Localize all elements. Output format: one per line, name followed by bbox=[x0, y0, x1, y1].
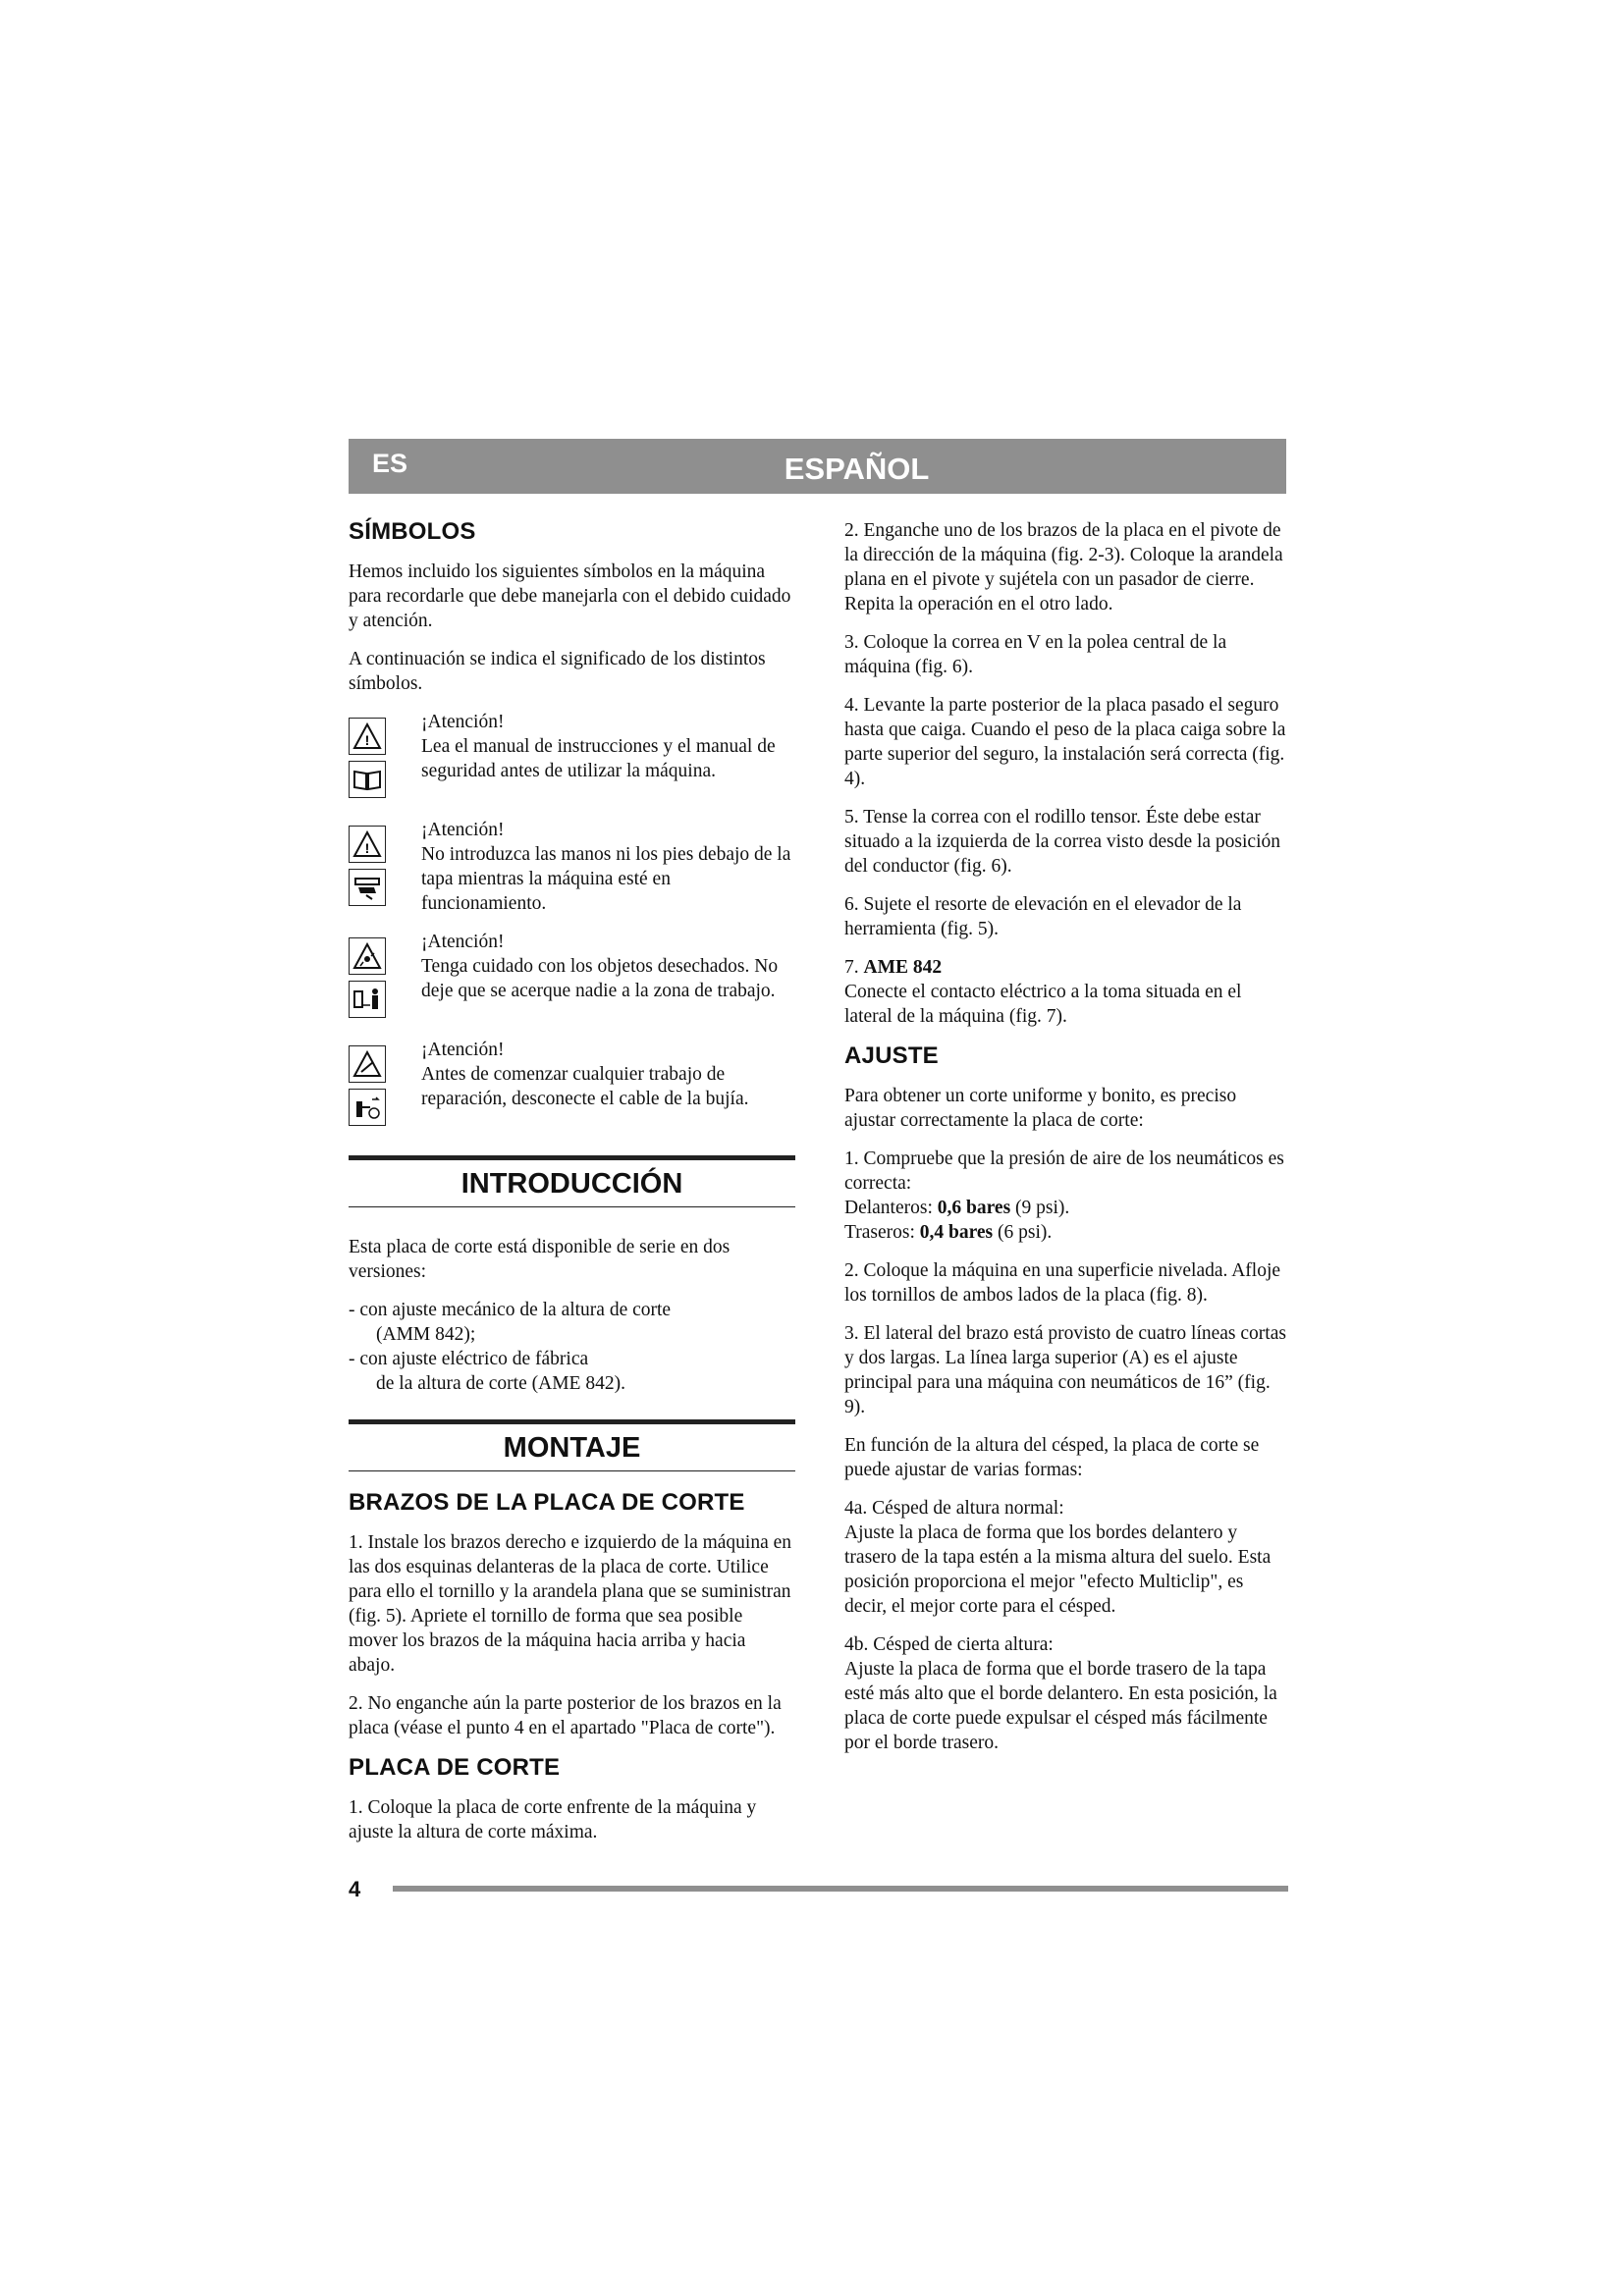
ajuste-paragraph: 1. Compruebe que la presión de aire de los neumáticos es correcta: bbox=[844, 1148, 1284, 1194]
symbol-text: No introduzca las manos ni los pies debajo de la tapa mientras la máquina esté en funcionamiento. bbox=[421, 844, 791, 914]
simbolos-intro-2: A continuación se indica el significado de los distintos símbolos. bbox=[349, 649, 766, 694]
symbol-text: Antes de comenzar cualquier trabajo de reparación, desconecte el cable de la bujía. bbox=[421, 1064, 749, 1109]
front-pressure: Delanteros: 0,6 bares (9 psi). bbox=[844, 1198, 1070, 1218]
introduccion-list-item: - con ajuste eléctrico de fábrica bbox=[349, 1349, 589, 1369]
montaje-paragraph: 1. Coloque la placa de corte enfrente de la máquina y ajuste la altura de corte máxima. bbox=[349, 1797, 757, 1842]
introduccion-list-item: - con ajuste mecánico de la altura de corte bbox=[349, 1300, 672, 1320]
placa-heading: PLACA DE CORTE bbox=[349, 1754, 561, 1781]
svg-text:!: ! bbox=[364, 840, 370, 856]
ajuste-subtitle: 4a. Césped de altura normal: bbox=[844, 1498, 1064, 1519]
montaje-paragraph: 1. Instale los brazos derecho e izquierdo de la máquina en las dos esquinas delanteras de la placa de corte. Utilice para ello el tornillo y la arandela plana que se suministran (fig. 5). Apriete el tornillo de forma que sea posible mover los brazos de la máquina hacia arriba y hacia abajo. bbox=[349, 1532, 792, 1676]
montaje-paragraph: 2. No enganche aún la parte posterior de los brazos en la placa (véase el punto 4 en el apartado "Placa de corte"). bbox=[349, 1693, 782, 1738]
language-code: ES bbox=[372, 449, 408, 478]
introduccion-heading: INTRODUCCIÓN bbox=[349, 1155, 795, 1207]
montaje-paragraph: 5. Tense la correa con el rodillo tensor. Éste debe estar situado a la izquierda de la correa visto desde la posición del conductor (fig. 6). bbox=[844, 807, 1281, 877]
symbol-item bbox=[349, 1038, 795, 1132]
svg-text:!: ! bbox=[364, 732, 370, 748]
language-title: ESPAÑOL bbox=[784, 452, 930, 486]
symbol-text: Tenga cuidado con los objetos desechados. No deje que se acerque nadie a la zona de trabajo. bbox=[421, 956, 779, 1001]
open-book-icon bbox=[349, 761, 386, 798]
ajuste-paragraph: 2. Coloque la máquina en una superficie nivelada. Afloje los tornillos de ambos lados de la placa (fig. 8). bbox=[844, 1260, 1281, 1306]
symbol-title: ¡Atención! bbox=[421, 712, 505, 732]
simbolos-intro-1: Hemos incluido los siguientes símbolos en la máquina para recordarle que debe manejarla con el debido cuidado y atención. bbox=[349, 561, 791, 631]
ajuste-subtitle: 4b. Césped de cierta altura: bbox=[844, 1634, 1054, 1655]
symbol-text: Lea el manual de instrucciones y el manual de seguridad antes de utilizar la máquina. bbox=[421, 736, 776, 781]
language-header bbox=[349, 439, 1286, 494]
symbol-item bbox=[349, 930, 795, 1024]
symbol-title: ¡Atención! bbox=[421, 1040, 505, 1060]
montaje-paragraph: Conecte el contacto eléctrico a la toma situada en el lateral de la máquina (fig. 7). bbox=[844, 982, 1242, 1027]
ajuste-paragraph: Ajuste la placa de forma que el borde trasero de la tapa esté más alto que el borde delantero. En esta posición, la placa de corte puede expulsar el césped más fácilmente por el borde trasero. bbox=[844, 1659, 1277, 1753]
simbolos-heading: SÍMBOLOS bbox=[349, 518, 476, 545]
montaje-paragraph: 2. Enganche uno de los brazos de la placa en el pivote de la dirección de la máquina (fig. 2-3). Coloque la arandela plana en el pivote y sujétela con un pasador de cierre. Repita la operación en el otro lado. bbox=[844, 520, 1283, 614]
ajuste-paragraph: Ajuste la placa de forma que los bordes delantero y trasero de la tapa estén a la misma altura del suelo. Esta posición proporciona el mejor "efecto Multiclip", es decir, el mejor corte para el césped. bbox=[844, 1522, 1272, 1617]
ame-842-label: 7. AME 842 bbox=[844, 957, 943, 978]
keep-distance-person-icon bbox=[349, 981, 386, 1018]
symbol-title: ¡Atención! bbox=[421, 820, 505, 840]
page-number: 4 bbox=[349, 1877, 361, 1901]
brazos-heading: BRAZOS DE LA PLACA DE CORTE bbox=[349, 1489, 745, 1516]
right-column bbox=[844, 518, 1288, 1769]
montaje-paragraph: 4. Levante la parte posterior de la placa pasado el seguro hasta que caiga. Cuando el peso de la placa caiga sobre la parte superior del seguro, la instalación será correcta (fig. 4). bbox=[844, 695, 1286, 789]
symbol-item bbox=[349, 710, 795, 804]
montaje-heading: MONTAJE bbox=[349, 1419, 795, 1471]
spark-plug-disconnect-icon bbox=[349, 1089, 386, 1126]
introduccion-list-item: (AMM 842); bbox=[376, 1324, 476, 1345]
rear-pressure: Traseros: 0,4 bares (6 psi). bbox=[844, 1222, 1053, 1243]
hand-under-deck-icon bbox=[349, 869, 386, 906]
thrown-object-warning-icon bbox=[349, 937, 386, 975]
montaje-paragraph: 3. Coloque la correa en V en la polea central de la máquina (fig. 6). bbox=[844, 632, 1227, 677]
ajuste-heading: AJUSTE bbox=[844, 1042, 939, 1069]
tool-warning-icon bbox=[349, 1045, 386, 1083]
ajuste-paragraph: Para obtener un corte uniforme y bonito, es preciso ajustar correctamente la placa de corte: bbox=[844, 1086, 1237, 1131]
warning-triangle-icon bbox=[349, 718, 386, 755]
symbol-title: ¡Atención! bbox=[421, 932, 505, 952]
montaje-paragraph: 6. Sujete el resorte de elevación en el elevador de la herramienta (fig. 5). bbox=[844, 894, 1242, 939]
left-column bbox=[349, 518, 795, 1858]
introduccion-paragraph: Esta placa de corte está disponible de serie en dos versiones: bbox=[349, 1237, 731, 1282]
warning-triangle-icon bbox=[349, 826, 386, 863]
footer-rule bbox=[393, 1886, 1288, 1892]
ajuste-paragraph: 3. El lateral del brazo está provisto de cuatro líneas cortas y dos largas. La línea larga superior (A) es el ajuste principal para una máquina con neumáticos de 16” (fig. 9). bbox=[844, 1323, 1286, 1417]
introduccion-list-item: de la altura de corte (AME 842). bbox=[376, 1373, 625, 1394]
symbol-item bbox=[349, 818, 795, 916]
ajuste-paragraph: En función de la altura del césped, la placa de corte se puede ajustar de varias formas: bbox=[844, 1435, 1260, 1480]
